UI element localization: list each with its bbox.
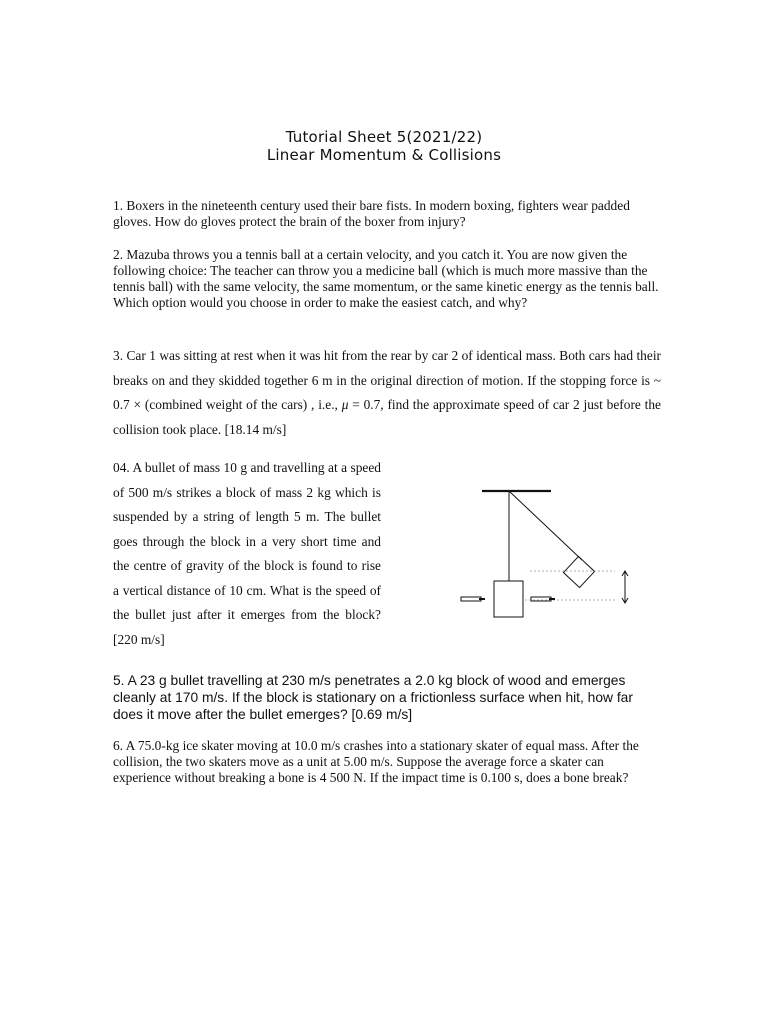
question-3 [113, 344, 661, 442]
mu-symbol: μ [341, 397, 349, 412]
question-number: 3. [113, 348, 124, 363]
question-text-continued: = 0.7, find the approximate speed of car 2 just before the collision took place. [18.14 m/s] [113, 397, 661, 437]
question-text: A 23 g bullet travelling at 230 m/s penetrates a 2.0 kg block of wood and emerges cleanly at 170 m/s. If the block is stationary on a frictionless surface when hit, how far does it move after the bullet emerges? [0.69 m/s] [113, 673, 633, 722]
question-text: Car 1 was sitting at rest when it was hit from the rear by car 2 of identical mass. Both cars had their breaks on and they skidded together 6 m in the original direction of motion. If the stopping force is ~ 0.7 × (combined weight of the cars) , i.e., [113, 348, 662, 412]
question-number: 6. [113, 738, 124, 753]
question-text: A bullet of mass 10 g and travelling at a speed of 500 m/s strikes a block of mass 2 kg which is suspended by a string of length 5 m. The bullet goes through the block in a very short time and the centre of gravity of the block is found to rise a vertical distance of 10 cm. What is the speed of the bullet just after it emerges from the block? [220 m/s] [113, 460, 382, 647]
question-number: 04. [113, 460, 130, 475]
question-5 [113, 672, 633, 723]
question-6 [113, 738, 661, 786]
question-text: Boxers in the nineteenth century used their bare fists. In modern boxing, fighters wear padded gloves. How do gloves protect the brain of the boxer from injury? [113, 198, 630, 229]
ballistic-pendulum-diagram [455, 482, 635, 627]
block-at-rest [494, 581, 523, 617]
question-text: A 75.0-kg ice skater moving at 10.0 m/s crashes into a stationary skater of equal mass. After the collision, the two skaters move as a unit at 5.00 m/s. Suppose the average force a skater can experience without breaking a bone is 4 500 N. If the impact time is 0.100 s, does a bone break? [113, 738, 639, 785]
question-text: Mazuba throws you a tennis ball at a certain velocity, and you catch it. You are now given the following choice: The teacher can throw you a medicine ball (which is much more massive than the tennis ball) with the same velocity, the same momentum, or the same kinetic energy as the tennis ball. Which option would you choose in order to make the easiest catch, and why? [113, 247, 659, 310]
question-4 [113, 456, 381, 652]
question-2 [113, 247, 661, 311]
question-number: 1. [113, 198, 124, 213]
height-arrow [622, 571, 628, 603]
sheet-title: Tutorial Sheet 5(2021/22) [285, 128, 483, 146]
pendulum-string-swung [509, 491, 582, 560]
question-number: 2. [113, 247, 124, 262]
block-swung [563, 556, 594, 587]
bullet-emerging [531, 597, 555, 601]
question-number: 5. [113, 673, 125, 688]
sheet-subtitle: Linear Momentum & Collisions [266, 146, 502, 164]
question-1 [113, 198, 661, 230]
bullet-incoming [461, 597, 485, 601]
